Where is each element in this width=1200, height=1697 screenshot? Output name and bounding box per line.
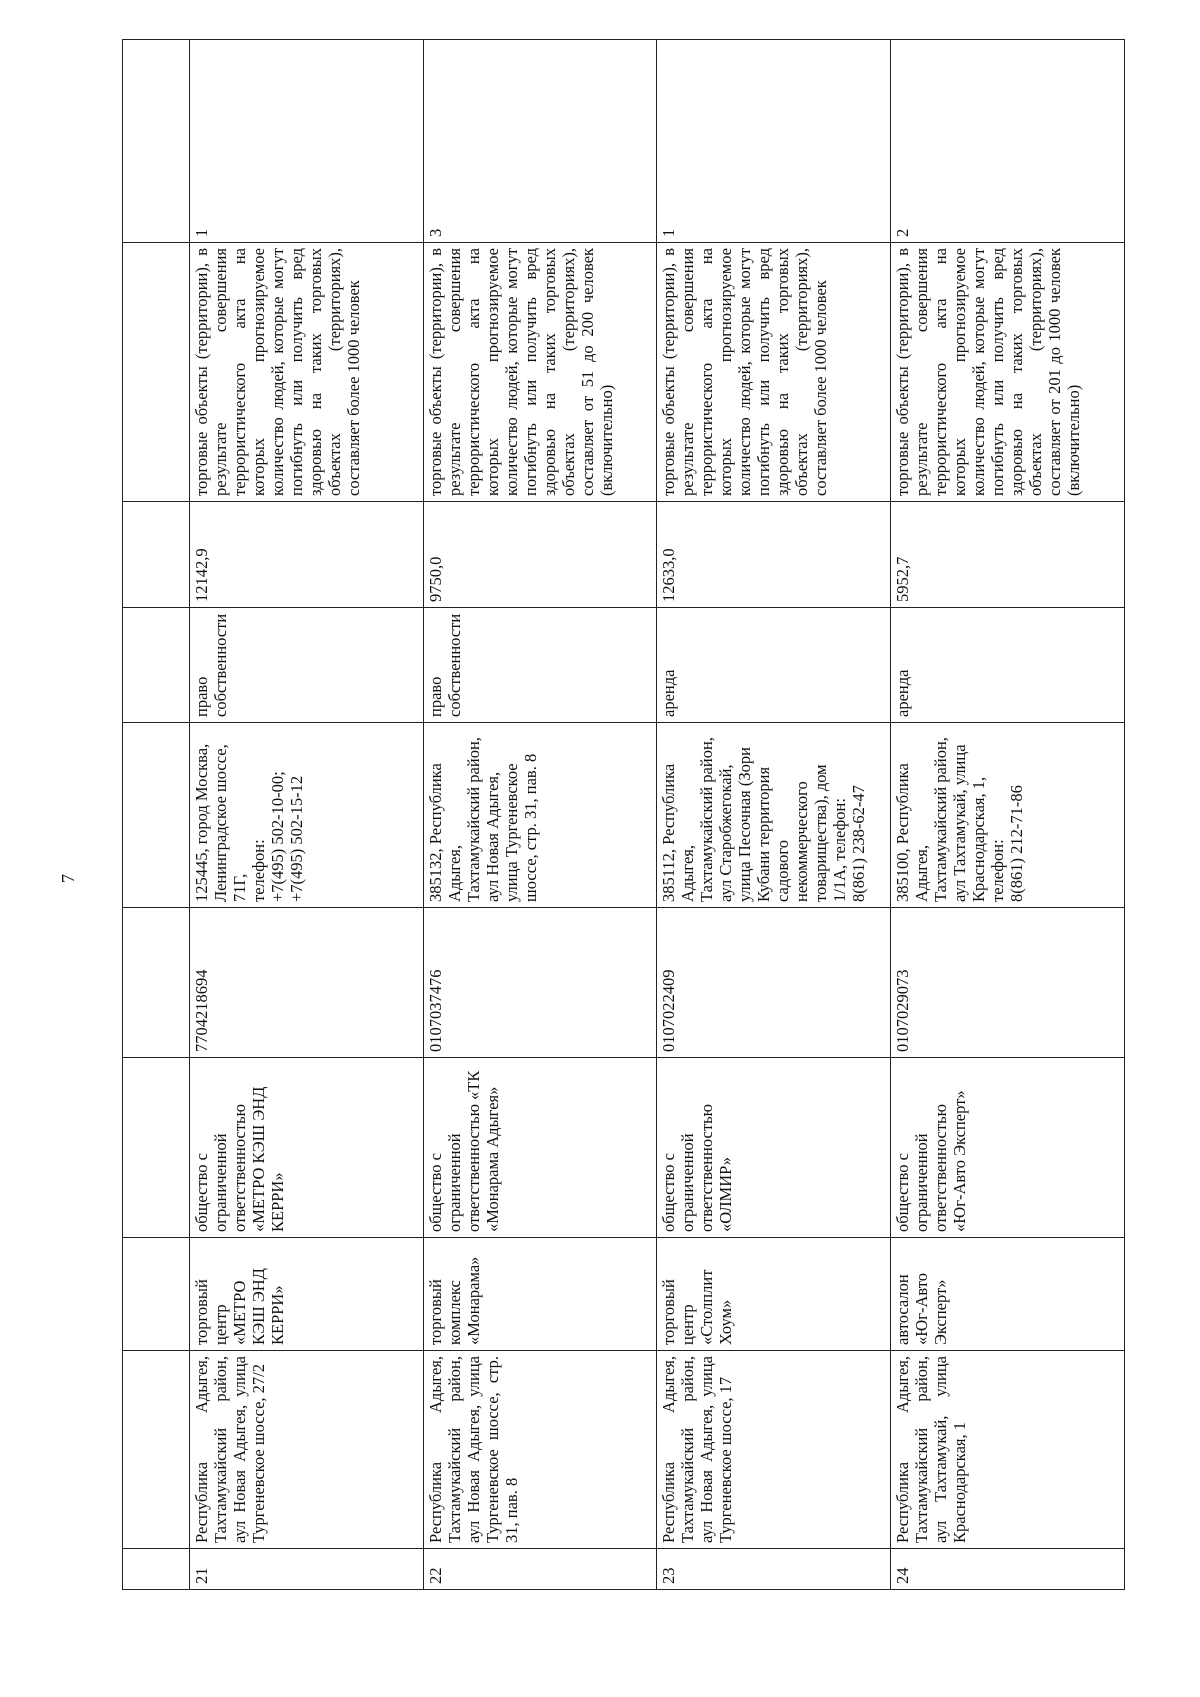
object-area: 5952,7 [891,502,1125,608]
ownership-right: аренда [891,608,1125,723]
category-description: торговые объекты (территории), в результате совершения террористического акта на которых прогнозируемое количество людей, которые могут погибнуть или получить вред здоровью на таких торговых объектах (территориях), составляет более 1000 человек [189,243,423,502]
object-address: Республика Адыгея, Тахтамукайский район, аул Новая Адыгея, улица Тургеневское шоссе, стр. 31, пав. 8 [423,1351,657,1549]
category-description: торговые объекты (территории), в результате совершения террористического акта на которых прогнозируемое количество людей, которые могут погибнуть или получить вред здоровью на таких торговых объектах (территориях), составляет более 1000 человек [657,243,891,502]
register-table [122,39,1125,1590]
owner-name: общество с ограниченной ответственностью «Юг-Авто Эксперт» [891,1058,1125,1238]
object-address: Республика Адыгея, Тахтамукайский район, аул Тахтамукай, улица Краснодарская, 1 [891,1351,1125,1549]
rotated-table-wrapper [122,40,1125,1590]
table-cell [123,1238,190,1351]
table-cell [123,1058,190,1238]
object-name: торговый центр «Столплит Хоум» [657,1238,891,1351]
table-container [122,40,1125,1590]
row-number: 21 [189,1549,423,1590]
object-area: 12142,9 [189,502,423,608]
category-description: торговые объекты (территории), в результате совершения террористического акта на которых прогнозируемое количество людей, которые могут погибнуть или получить вред здоровью на таких торговых объектах (территориях), составляет от 201 до 1000 человек (включительно) [891,243,1125,502]
object-name: торговый центр «МЕТРО КЭШ ЭНД КЕРРИ» [189,1238,423,1351]
owner-name: общество с ограниченной ответственностью «ТК «Монарама Адыгея» [423,1058,657,1238]
owner-address: 385132, Республика Адыгея, Тахтамукайский район, аул Новая Адыгея, улица Тургеневское шоссе, стр. 31, пав. 8 [423,723,657,908]
table-cell [123,723,190,908]
owner-address: 385112, Республика Адыгея, Тахтамукайский район, аул Старобжегокай, улица Песочная (Зори Кубани территория садового некоммерческого товарищества), дом 1/1А, телефон: 8(861) 238-62-47 [657,723,891,908]
owner-name: общество с ограниченной ответственностью «МЕТРО КЭШ ЭНД КЕРРИ» [189,1058,423,1238]
object-area: 9750,0 [423,502,657,608]
table-row [657,40,891,1590]
table-row [891,40,1125,1590]
table-row [123,40,190,1590]
row-number: 24 [891,1549,1125,1590]
object-name: торговый комплекс «Монарама» [423,1238,657,1351]
table-cell [123,243,190,502]
category-number: 2 [891,40,1125,243]
owner-name: общество с ограниченной ответственностью «ОЛМИР» [657,1058,891,1238]
category-number: 1 [657,40,891,243]
table-cell [123,1351,190,1549]
object-name: автосалон «Юг-Авто Эксперт» [891,1238,1125,1351]
table-cell [123,502,190,608]
owner-inn: 0107037476 [423,908,657,1058]
row-number: 23 [657,1549,891,1590]
table-row [189,40,423,1590]
table-cell [123,1549,190,1590]
table-cell [123,908,190,1058]
object-address: Республика Адыгея, Тахтамукайский район, аул Новая Адыгея, улица Тургеневское шоссе, 27/2 [189,1351,423,1549]
table-cell [123,40,190,243]
category-number: 3 [423,40,657,243]
category-description: торговые объекты (территории), в результате совершения террористического акта на которых прогнозируемое количество людей, которые могут погибнуть или получить вред здоровью на таких торговых объектах (территориях), составляет от 51 до 200 человек (включительно) [423,243,657,502]
table-cell [123,608,190,723]
object-address: Республика Адыгея, Тахтамукайский район, аул Новая Адыгея, улица Тургеневское шоссе, 17 [657,1351,891,1549]
category-number: 1 [189,40,423,243]
owner-address: 385100, Республика Адыгея, Тахтамукайский район, аул Тахтамукай, улица Краснодарская, 1, телефон: 8(861) 212-71-86 [891,723,1125,908]
object-area: 12633,0 [657,502,891,608]
row-number: 22 [423,1549,657,1590]
page-number: 7 [58,874,78,883]
owner-inn: 0107022409 [657,908,891,1058]
ownership-right: право собственности [189,608,423,723]
owner-address: 125445, город Москва, Ленинградское шоссе, 71Г, телефон: +7(495) 502-10-00; +7(495) 502-15-12 [189,723,423,908]
owner-inn: 7704218694 [189,908,423,1058]
ownership-right: аренда [657,608,891,723]
ownership-right: право собственности [423,608,657,723]
table-row [423,40,657,1590]
owner-inn: 0107029073 [891,908,1125,1058]
